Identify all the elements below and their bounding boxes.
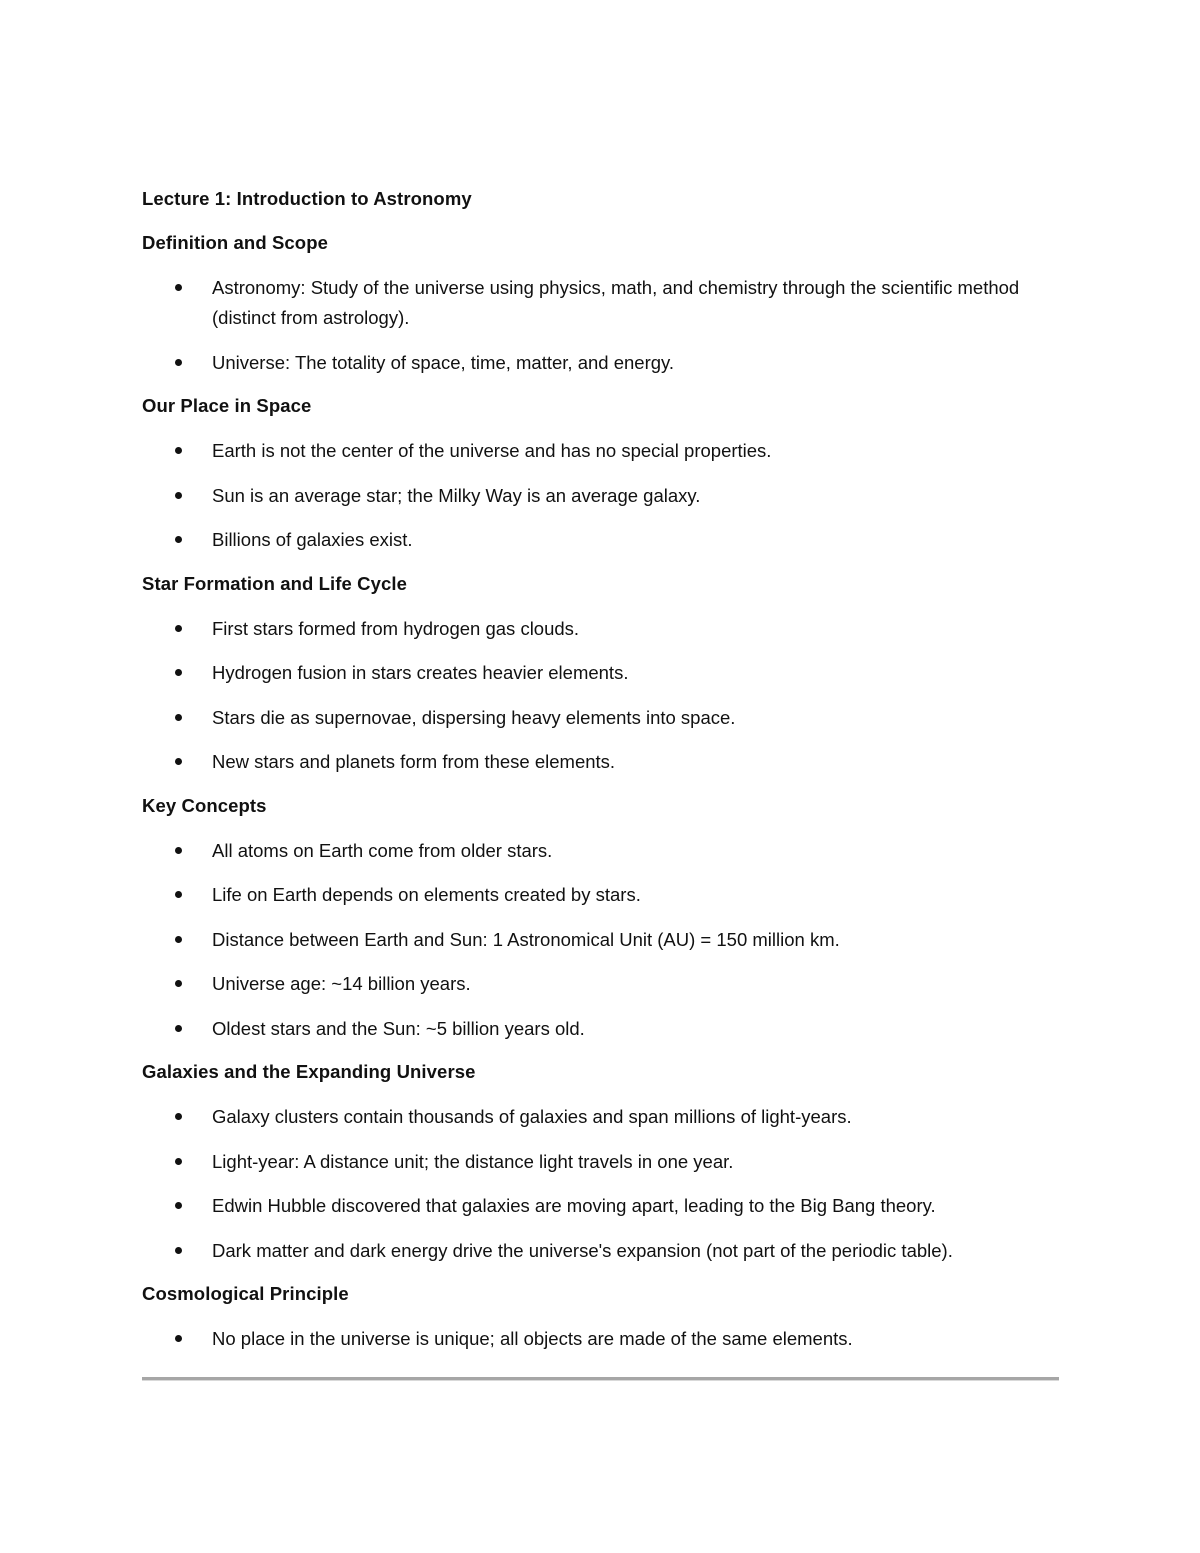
bullet-icon [175, 936, 182, 943]
bullet-icon [175, 1335, 182, 1342]
list-item [142, 836, 1062, 866]
list-item [142, 969, 1062, 999]
list-item-text: Galaxy clusters contain thousands of galaxies and span millions of light-years. [212, 1106, 852, 1127]
list-item [142, 1102, 1062, 1132]
bullet-list [142, 1102, 1062, 1266]
list-item [142, 1324, 1062, 1354]
list-item [142, 614, 1062, 644]
bullet-icon [175, 1113, 182, 1120]
section-heading-star-formation: Star Formation and Life Cycle [142, 572, 408, 594]
bullet-icon [175, 669, 182, 676]
bullet-icon [175, 758, 182, 765]
list-item-text: No place in the universe is unique; all objects are made of the same elements. [212, 1328, 853, 1349]
list-item-text: Hydrogen fusion in stars creates heavier elements. [212, 662, 629, 683]
bullet-icon [175, 891, 182, 898]
list-item-text: First stars formed from hydrogen gas clouds. [212, 617, 580, 639]
bullet-list [142, 1324, 1062, 1354]
list-item [142, 348, 1062, 378]
section-heading-definition-and-scope: Definition and Scope [142, 232, 328, 253]
bullet-icon [175, 1158, 182, 1165]
list-item-text: New stars and planets form from these elements. [212, 751, 616, 772]
list-item [142, 747, 1062, 777]
section-heading-key-concepts: Key Concepts [142, 794, 267, 816]
bullet-icon [175, 714, 182, 721]
bullet-icon [175, 492, 182, 499]
list-item-text: Life on Earth depends on elements created by stars. [212, 884, 641, 905]
list-item-text: Edwin Hubble discovered that galaxies are moving apart, leading to the Big Bang theory. [212, 1195, 936, 1216]
list-item-text: Oldest stars and the Sun: ~5 billion years old. [212, 1017, 585, 1039]
bullet-icon [175, 359, 182, 366]
section-heading-galaxies: Galaxies and the Expanding Universe [142, 1061, 476, 1082]
bullet-icon [175, 447, 182, 454]
bullet-list [142, 436, 1062, 555]
list-item-text: Dark matter and dark energy drive the universe's expansion (not part of the periodic table). [212, 1239, 953, 1261]
bullet-list [142, 836, 1062, 1044]
list-item [142, 703, 1062, 733]
bullet-icon [175, 1025, 182, 1032]
list-item [142, 273, 1062, 333]
bullet-icon [175, 1247, 182, 1254]
bullet-icon [175, 284, 182, 291]
list-item-text: Stars die as supernovae, dispersing heavy elements into space. [212, 706, 736, 728]
section-heading-cosmological-principle: Cosmological Principle [142, 1283, 349, 1304]
bullet-icon [175, 536, 182, 543]
list-item-text: Light-year: A distance unit; the distance light travels in one year. [212, 1150, 734, 1172]
bullet-icon [175, 1202, 182, 1209]
list-item-text: Universe: The totality of space, time, matter, and energy. [212, 351, 675, 373]
list-item-text: All atoms on Earth come from older stars. [212, 839, 553, 861]
list-item [142, 525, 1062, 555]
bullet-icon [175, 980, 182, 987]
horizontal-divider [142, 1377, 1059, 1380]
list-item [142, 1236, 1062, 1266]
list-item [142, 1191, 1062, 1221]
list-item-text: Billions of galaxies exist. [212, 529, 413, 550]
list-item-text: Distance between Earth and Sun: 1 Astronomical Unit (AU) = 150 million km. [212, 928, 840, 950]
list-item [142, 436, 1062, 466]
section-heading-our-place-in-space: Our Place in Space [142, 395, 312, 416]
list-item [142, 925, 1062, 955]
list-item [142, 481, 1062, 511]
list-item [142, 1147, 1062, 1177]
bullet-list [142, 614, 1062, 778]
list-item [142, 1014, 1062, 1044]
list-item-text: Astronomy: Study of the universe using physics, math, and chemistry through the scientific method (distinct from astrology). [212, 277, 1020, 328]
bullet-icon [175, 847, 182, 854]
bullet-list [142, 273, 1062, 378]
list-item [142, 658, 1062, 688]
list-item-text: Earth is not the center of the universe and has no special properties. [212, 440, 772, 461]
list-item [142, 880, 1062, 910]
bullet-icon [175, 625, 182, 632]
list-item-text: Sun is an average star; the Milky Way is an average galaxy. [212, 484, 701, 506]
page-title: Lecture 1: Introduction to Astronomy [142, 188, 472, 209]
list-item-text: Universe age: ~14 billion years. [212, 973, 471, 994]
document-page [142, 185, 1062, 1369]
